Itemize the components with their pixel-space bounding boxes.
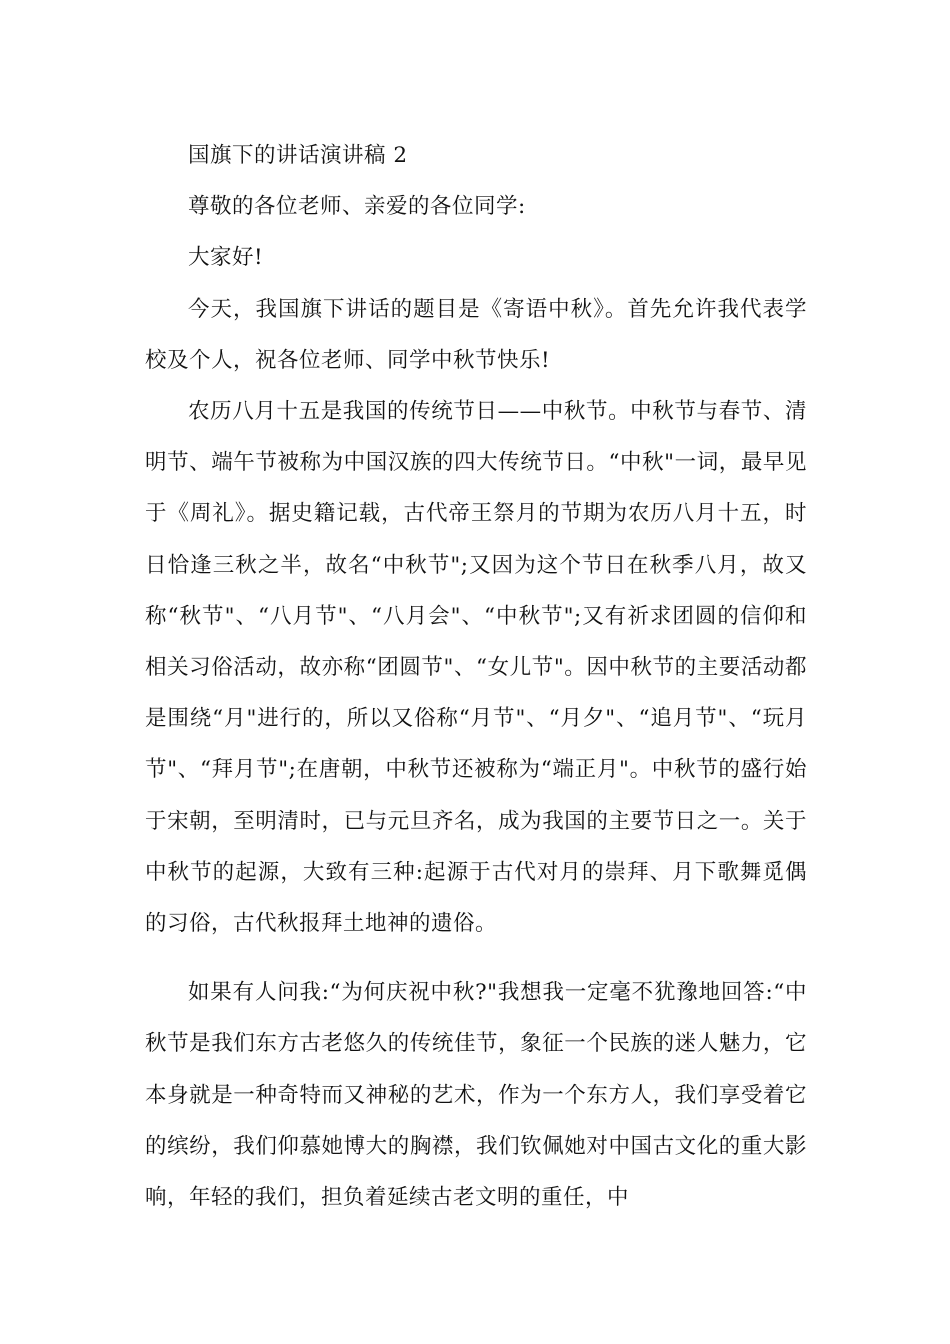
paragraph-meaning: 如果有人问我:“为何庆祝中秋?"我想我一定毫不犹豫地回答:“中秋节是我们东方古老悠久的传统佳节，象征一个民族的迷人魅力，它本身就是一种奇特而又神秘的艺术，作为一个东方人，我们享受着它的缤纷，我们仰慕她博大的胸襟，我们钦佩她对中国古文化的重大影响，年轻的我们，担负着延续古老文明的重任，中 [145,980,807,1211]
paragraph-history: 农历八月十五是我国的传统节日——中秋节。中秋节与春节、清明节、端午节被称为中国汉族的四大传统节日。“中秋"一词，最早见于《周礼》。据史籍记载，古代帝王祭月的节期为农历八月十五，时日恰逢三秋之半，故名“中秋节";又因为这个节日在秋季八月，故又称“秋节"、“八月节"、“八月会"、“中秋节";又有祈求团圆的信仰和相关习俗活动，故亦称“团圆节"、“女儿节"。因中秋节的主要活动都是围绕“月"进行的，所以又俗称“月节"、“月夕"、“追月节"、“玩月节"、“拜月节";在唐朝，中秋节还被称为“端正月"。中秋节的盛行始于宋朝，至明清时，已与元旦齐名，成为我国的主要节日之一。关于中秋节的起源，大致有三种:起源于古代对月的崇拜、月下歌舞觅偶的习俗，古代秋报拜土地神的遗俗。 [145,399,807,937]
greeting-line: 尊敬的各位老师、亲爱的各位同学: [188,194,526,220]
document-title: 国旗下的讲话演讲稿 2 [188,143,408,168]
paragraph-intro: 今天，我国旗下讲话的题目是《寄语中秋》。首先允许我代表学校及个人，祝各位老师、同学中秋节快乐! [145,296,807,373]
document-body [145,130,807,1223]
salute-line: 大家好! [188,245,264,271]
